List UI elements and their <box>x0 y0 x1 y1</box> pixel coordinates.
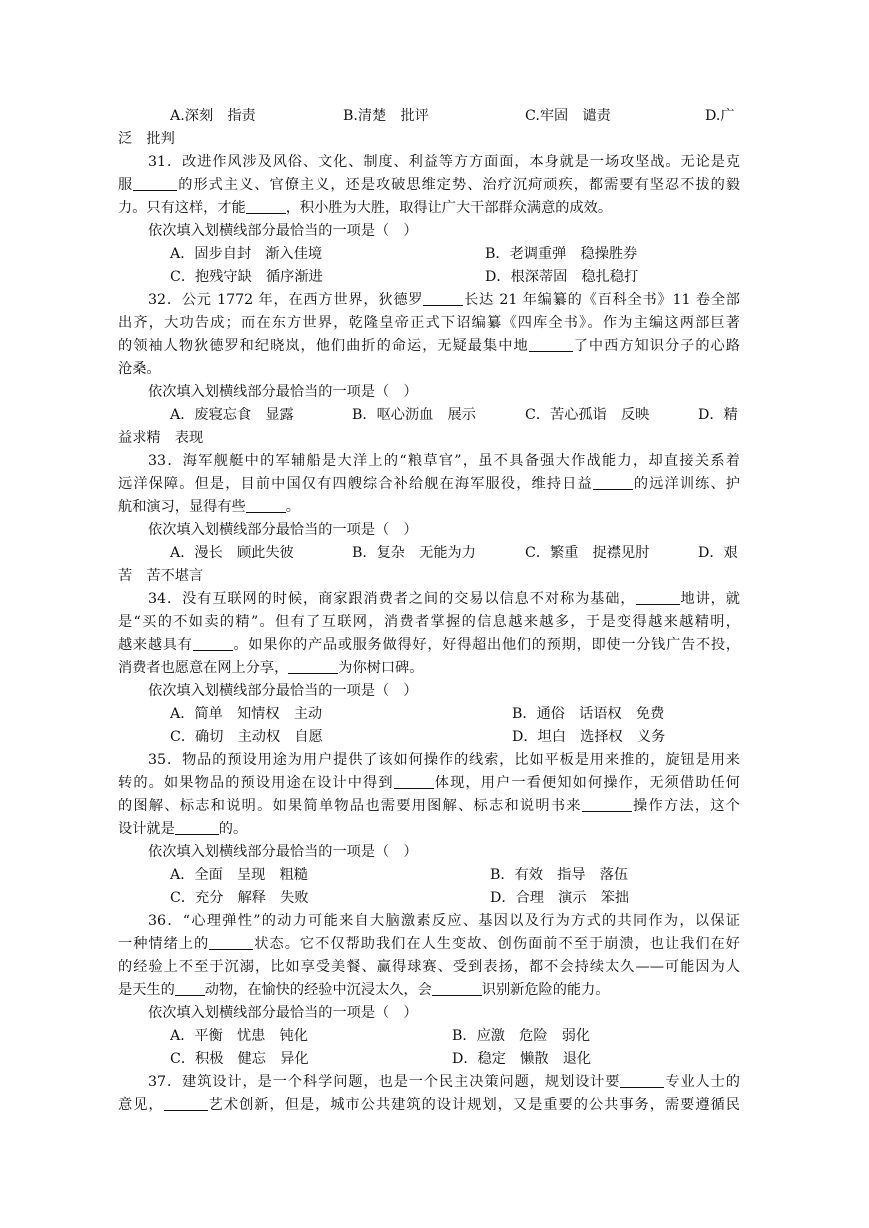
q36-prompt: 依次填入划横线部分最恰当的一项是（ ） <box>148 1005 418 1021</box>
q33-line-2: 远洋保障。但是，目前中国仅有四艘综合补给舰在海军服役，维持日益 的远洋训练、护 <box>118 476 740 492</box>
q36-blank-1 <box>209 935 253 950</box>
q32-option-d-start: D．精 <box>698 407 738 423</box>
q36-option-c: C．积极 健忘 异化 <box>170 1051 309 1067</box>
q34-prompt: 依次填入划横线部分最恰当的一项是（ ） <box>148 683 418 699</box>
q33-line-1: 33．海军舰艇中的军辅船是大洋上的“粮草官”，虽不具备强大作战能力，却直接关系着 <box>148 453 740 469</box>
q30-option-d-end: 泛 批判 <box>118 131 175 147</box>
q33-option-d-end: 苦 苦不堪言 <box>118 568 204 584</box>
q32-option-a: A．废寝忘食 显露 <box>170 407 294 423</box>
q36-line-4: 是天生的 动物，在愉快的经验中沉浸太久，会 识别新危险的能力。 <box>118 982 610 998</box>
q31-blank-1 <box>133 176 177 191</box>
q32-blank-2 <box>529 337 573 352</box>
q32-option-c: C．苦心孤诣 反映 <box>525 407 650 423</box>
q37-blank-1 <box>620 1073 664 1088</box>
q30-option-c: C.牢固 谴责 <box>525 108 611 124</box>
q34-blank-2 <box>193 636 233 651</box>
q31-option-d: D．根深蒂固 稳扎稳打 <box>485 269 639 285</box>
q34-blank-1 <box>636 590 680 605</box>
q32-option-d-end: 益求精 表现 <box>118 430 204 446</box>
q34-option-d: D．坦白 选择权 义务 <box>512 729 666 745</box>
q37-line-1: 37．建筑设计，是一个科学问题，也是一个民主决策问题，规划设计要 专业人士的 <box>148 1074 740 1090</box>
q33-blank-1 <box>593 475 633 490</box>
q34-option-c: C．确切 主动权 自愿 <box>170 729 323 745</box>
q31-line-3: 力。只有这样，才能 ，积小胜为大胜，取得让广大干部群众满意的成效。 <box>118 200 613 216</box>
q35-blank-1 <box>394 774 434 789</box>
q35-option-a: A．全面 呈现 粗糙 <box>170 867 308 883</box>
q35-option-c: C．充分 解释 失败 <box>170 890 309 906</box>
q31-option-b: B．老调重弹 稳操胜券 <box>485 246 638 262</box>
q30-option-b: B.清楚 批评 <box>343 108 429 124</box>
q33-option-d-start: D．艰 <box>698 545 738 561</box>
q34-line-1: 34．没有互联网的时候，商家跟消费者之间的交易以信息不对称为基础， 地讲，就 <box>148 591 740 607</box>
q32-prompt: 依次填入划横线部分最恰当的一项是（ ） <box>148 384 418 400</box>
q33-option-a: A．漫长 顾此失彼 <box>170 545 294 561</box>
q31-prompt: 依次填入划横线部分最恰当的一项是（ ） <box>148 223 418 239</box>
q35-option-b: B．有效 指导 落伍 <box>490 867 629 883</box>
q30-option-a: A.深刻 指责 <box>170 108 256 124</box>
q33-option-b: B．复杂 无能为力 <box>352 545 476 561</box>
q35-line-4: 设计就是 的。 <box>118 821 248 837</box>
q36-blank-3 <box>432 981 482 996</box>
q35-blank-3 <box>175 820 219 835</box>
q34-blank-3 <box>288 659 338 674</box>
q31-line-2: 服 的形式主义、官僚主义，还是攻破思维定势、治疗沉疴顽疾，都需要有坚忍不拔的毅 <box>118 177 740 193</box>
q36-line-2: 一种情绪上的 状态。它不仅帮助我们在人生变故、创伤面前不至于崩溃，也让我们在好 <box>118 936 740 952</box>
q34-option-a: A．简单 知情权 主动 <box>170 706 323 722</box>
q30-option-d-start: D.广 <box>705 108 735 124</box>
q36-option-a: A．平衡 忧患 钝化 <box>170 1028 308 1044</box>
q33-prompt: 依次填入划横线部分最恰当的一项是（ ） <box>148 522 418 538</box>
q31-option-a: A．固步自封 渐入佳境 <box>170 246 323 262</box>
q32-line-2: 出齐，大功告成；而在东方世界，乾隆皇帝正式下诏编纂《四库全书》。作为主编这两部巨著 <box>118 315 740 331</box>
q36-line-3: 的经验上不至于沉溺，比如享受美餐、赢得球赛、受到表扬，都不会持续太久——可能因为人 <box>118 959 740 975</box>
q36-line-1: 36．“心理弹性”的动力可能来自大脑激素反应、基因以及行为方式的共同作为，以保证 <box>148 913 740 929</box>
q31-line-1: 31．改进作风涉及风俗、文化、制度、利益等方方面面，本身就是一场攻坚战。无论是克 <box>148 154 740 170</box>
q32-line-3: 的领袖人物狄德罗和纪晓岚，他们曲折的命运，无疑最集中地 了中西方知识分子的心路 <box>118 338 740 354</box>
q35-line-3: 的图解、标志和说明。如果简单物品也需要用图解、标志和说明书来 操作方法，这个 <box>118 798 740 814</box>
q36-option-b: B．应激 危险 弱化 <box>452 1028 591 1044</box>
q33-option-c: C．繁重 捉襟见肘 <box>525 545 650 561</box>
q32-blank-1 <box>423 291 463 306</box>
q32-option-b: B．呕心沥血 展示 <box>352 407 476 423</box>
q32-line-1: 32．公元 1772 年，在西方世界，狄德罗 长达 21 年编纂的《百科全书》11 卷全部 <box>148 292 740 308</box>
q33-line-3: 航和演习，显得有些 。 <box>118 499 300 515</box>
q37-blank-2 <box>164 1096 208 1111</box>
q31-option-c: C．抱残守缺 循序渐进 <box>170 269 323 285</box>
q34-option-b: B．通俗 话语权 免费 <box>512 706 665 722</box>
q36-blank-2 <box>175 981 205 996</box>
q36-option-d: D．稳定 懒散 退化 <box>452 1051 592 1067</box>
q35-line-2: 转的。如果物品的预设用途在设计中得到 体现，用户一看便知如何操作，无须借助任何 <box>118 775 740 791</box>
q35-prompt: 依次填入划横线部分最恰当的一项是（ ） <box>148 844 418 860</box>
q35-option-d: D．合理 演示 笨拙 <box>490 890 630 906</box>
q32-line-4: 沧桑。 <box>118 361 161 377</box>
q34-line-3: 越来越具有 。如果你的产品或服务做得好，好得超出他们的预期，即使一分钱广告不投， <box>118 637 740 653</box>
q34-line-4: 消费者也愿意在网上分享， 为你树口碑。 <box>118 660 424 676</box>
q35-line-1: 35．物品的预设用途为用户提供了该如何操作的线索，比如平板是用来推的，旋钮是用来 <box>148 752 740 768</box>
q37-line-2: 意见， 艺术创新，但是，城市公共建筑的设计规划，又是重要的公共事务，需要遵循民 <box>118 1097 740 1113</box>
q34-line-2: 是“买的不如卖的精”。但有了互联网，消费者掌握的信息越来越多，于是变得越来越精明， <box>118 614 740 630</box>
q33-blank-2 <box>246 498 286 513</box>
q31-blank-2 <box>246 199 286 214</box>
q35-blank-2 <box>582 797 632 812</box>
